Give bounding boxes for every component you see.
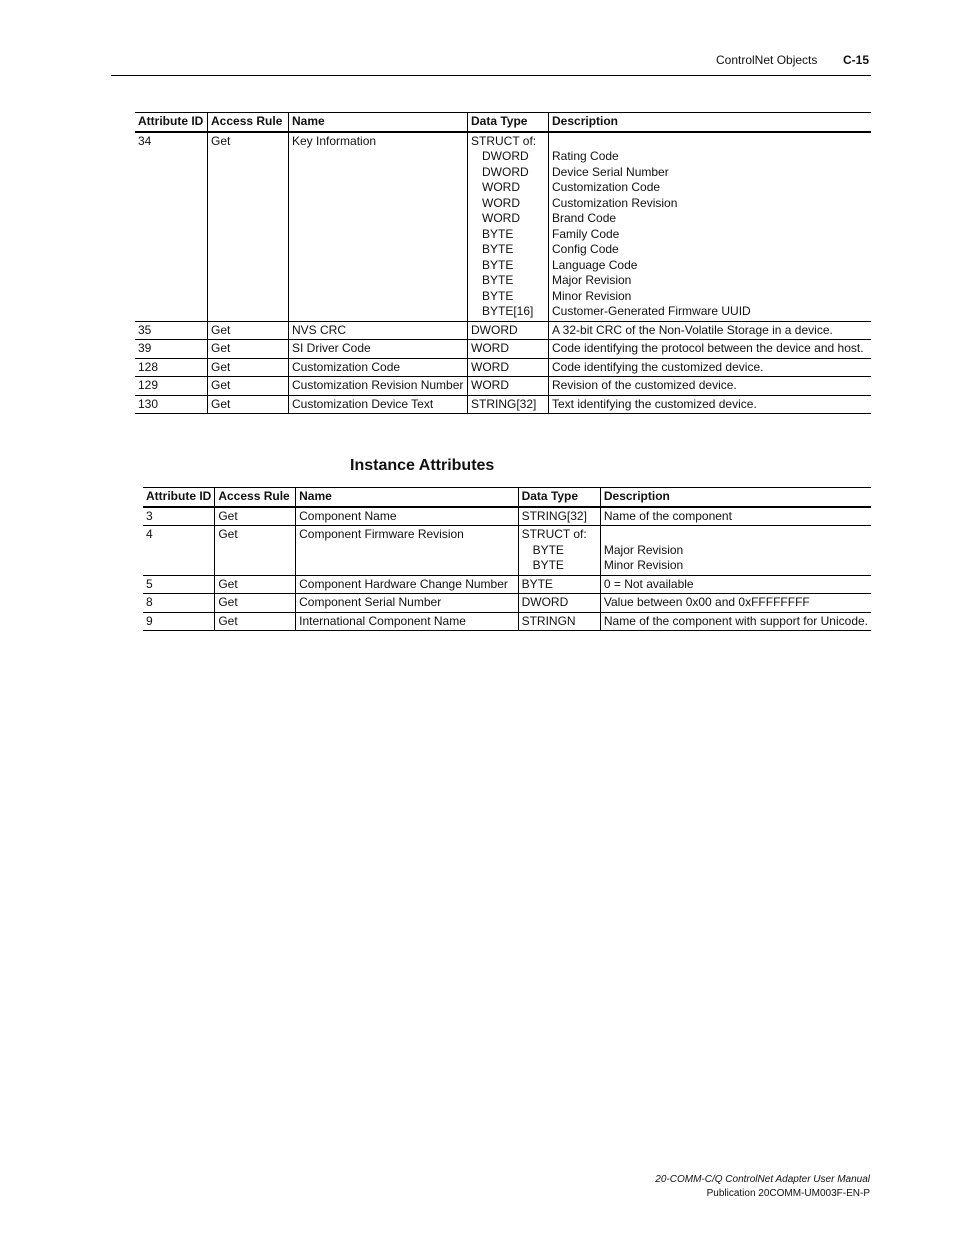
struct-member-description: Family Code [552,226,620,241]
struct-member-description: Customization Code [552,180,661,194]
name-cell: Component Name [296,507,518,526]
name-cell: Customization Revision Number [289,377,468,396]
manual-title: 20-COMM-C/Q ControlNet Adapter User Manual [655,1174,870,1185]
attribute-id-cell: 129 [135,377,208,396]
access-rule-cell: Get [208,340,289,359]
description-cell: Name of the component with support for Unicode. [600,612,871,631]
struct-member-description: Rating Code [552,149,619,163]
struct-member-description: Minor Revision [552,288,632,303]
access-rule-cell: Get [208,358,289,377]
table-row [135,340,871,359]
struct-label: STRUCT of: [471,133,537,148]
data-type-cell: STRINGN [518,612,600,631]
data-type-cell: DWORD [518,594,600,613]
struct-member-type: WORD [482,195,520,210]
struct-member-description: Major Revision [552,273,632,287]
access-rule-cell: Get [208,132,289,322]
name-cell: NVS CRC [289,321,468,340]
description-cell [600,526,871,576]
attribute-id-cell: 35 [135,321,208,340]
struct-member-type: BYTE [532,558,564,572]
access-rule-cell: Get [208,377,289,396]
description-cell: A 32-bit CRC of the Non-Volatile Storage in a device. [549,321,872,340]
data-type-cell [518,526,600,576]
column-header-description: Description [549,113,872,132]
attribute-id-cell: 3 [143,507,215,526]
struct-member-description: Config Code [552,242,619,256]
table-row [143,575,871,594]
struct-member-description: Customization Revision [552,195,678,210]
description-cell: Code identifying the protocol between the device and host. [549,340,872,359]
attribute-id-cell: 39 [135,340,208,359]
struct-member-type: WORD [482,211,520,225]
attribute-id-cell: 4 [143,526,215,576]
column-header-data-type: Data Type [518,488,600,507]
table-row [135,395,871,414]
table-row [135,358,871,377]
column-header-name: Name [296,488,518,507]
column-header-data-type: Data Type [468,113,549,132]
attribute-id-cell: 130 [135,395,208,414]
struct-member-type: DWORD [482,164,529,179]
struct-member-type: BYTE [482,288,514,303]
column-header-access-rule: Access Rule [215,488,296,507]
description-cell [549,132,872,322]
table-row [135,132,871,322]
access-rule-cell: Get [215,594,296,613]
struct-member-description: Brand Code [552,211,617,225]
table-row [143,612,871,631]
data-type-cell: WORD [468,377,549,396]
name-cell: Component Serial Number [296,594,518,613]
column-header-access-rule: Access Rule [208,113,289,132]
attribute-id-cell: 34 [135,132,208,322]
name-cell: Customization Code [289,358,468,377]
column-header-description: Description [600,488,871,507]
data-type-cell [468,132,549,322]
struct-member-type: BYTE [482,273,514,287]
struct-member-type: BYTE [482,257,514,272]
data-type-cell: STRING[32] [468,395,549,414]
name-cell: Component Firmware Revision [296,526,518,576]
access-rule-cell: Get [215,526,296,576]
description-cell: 0 = Not available [600,575,871,594]
access-rule-cell: Get [215,507,296,526]
struct-member-type: DWORD [482,149,529,163]
attribute-id-cell: 5 [143,575,215,594]
struct-member-description: Customer-Generated Firmware UUID [552,304,751,318]
data-type-cell: DWORD [468,321,549,340]
name-cell: SI Driver Code [289,340,468,359]
description-cell: Name of the component [600,507,871,526]
attribute-id-cell: 9 [143,612,215,631]
description-cell: Code identifying the customized device. [549,358,872,377]
column-header-attribute-id: Attribute ID [135,113,208,132]
struct-member-type: BYTE [482,226,514,241]
struct-member-type: BYTE[16] [482,304,534,318]
data-type-cell: STRING[32] [518,507,600,526]
name-cell: Key Information [289,132,468,322]
table-header-row [143,488,871,507]
description-cell: Revision of the customized device. [549,377,872,396]
description-cell: Text identifying the customized device. [549,395,872,414]
struct-member-description: Device Serial Number [552,164,669,179]
header-divider [111,75,871,76]
table-row [143,507,871,526]
struct-member-description: Language Code [552,257,638,272]
struct-member-type: WORD [482,180,520,194]
data-type-cell: WORD [468,340,549,359]
section-title: ControlNet Objects [716,53,818,67]
struct-member-description: Minor Revision [603,558,684,572]
name-cell: Component Hardware Change Number [296,575,518,594]
name-cell: Customization Device Text [289,395,468,414]
attribute-id-cell: 8 [143,594,215,613]
instance-attributes-table [143,487,871,631]
table-row [143,594,871,613]
table-row [135,321,871,340]
publication-number: Publication 20COMM-UM003F-EN-P [706,1188,870,1199]
struct-member-description: Major Revision [603,542,684,557]
page-number: C-15 [843,53,870,67]
blank-line [552,134,868,150]
struct-label: STRUCT of: [521,527,587,541]
data-type-cell: BYTE [518,575,600,594]
struct-member-type: BYTE [482,242,514,256]
data-type-cell: WORD [468,358,549,377]
description-cell: Value between 0x00 and 0xFFFFFFFF [600,594,871,613]
attribute-id-cell: 128 [135,358,208,377]
struct-member-type: BYTE [532,542,564,557]
table-header-row [135,113,871,132]
table-row [143,526,871,576]
class-attributes-table [135,112,871,414]
blank-line [604,527,868,543]
instance-attributes-heading: Instance Attributes [350,457,495,474]
table-row [135,377,871,396]
name-cell: International Component Name [296,612,518,631]
column-header-name: Name [289,113,468,132]
access-rule-cell: Get [208,395,289,414]
column-header-attribute-id: Attribute ID [143,488,215,507]
access-rule-cell: Get [208,321,289,340]
access-rule-cell: Get [215,575,296,594]
access-rule-cell: Get [215,612,296,631]
